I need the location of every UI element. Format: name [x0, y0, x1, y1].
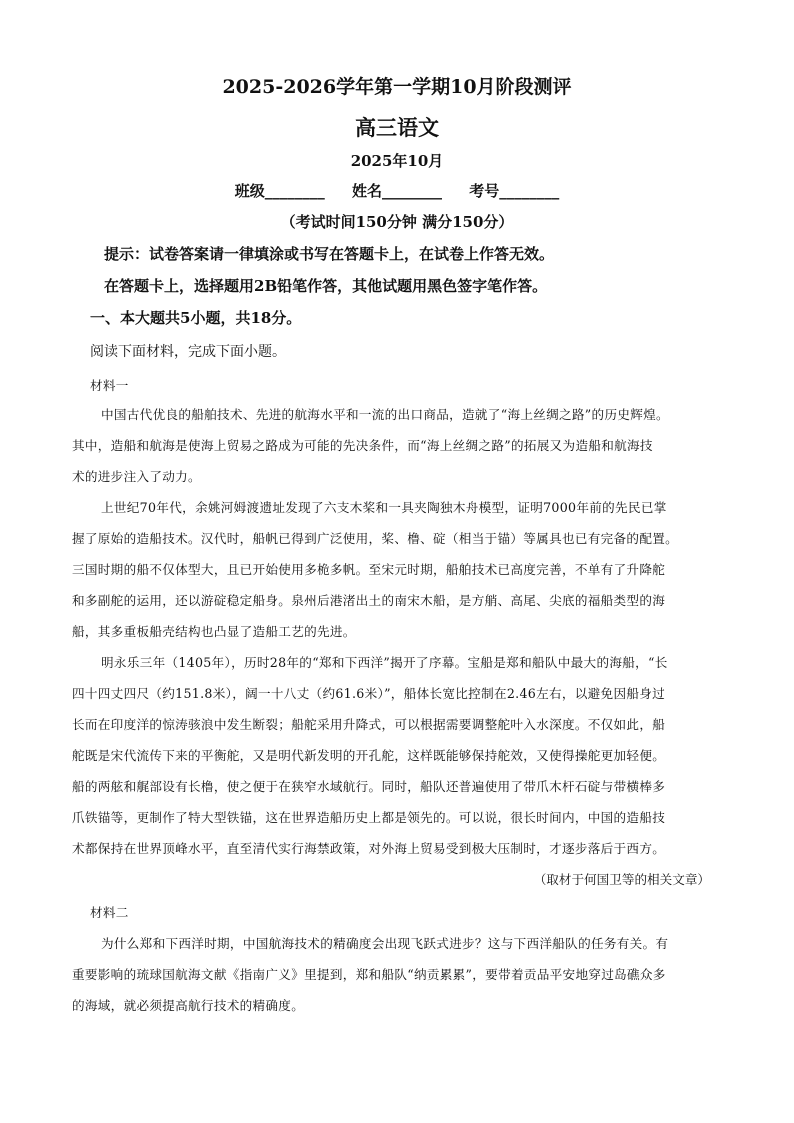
material-1-line: 和多副舵的运用，还以游碇稳定船身。泉州后港渚出土的南宋木船，是方艄、高尾、尖底的福船类型的海 [72, 593, 666, 608]
section-heading: 一、本大题共5小题，共18分。 [90, 309, 302, 327]
material-2-label: 材料二 [90, 905, 129, 920]
subject-title: 高三语文 [355, 115, 439, 140]
material-1-line: 术都保持在世界顶峰水平，直至清代实行海禁政策，对外海上贸易受到极大压制时，才逐步落后于西方。 [72, 841, 666, 856]
name-field: 姓名________ [351, 182, 442, 200]
material-1-line: 三国时期的船不仅体型大，且已开始使用多桅多帆。至宋元时期，船舶技术已高度完善，不单有了升降舵 [72, 562, 666, 577]
class-field: 班级________ [234, 182, 325, 200]
material-1-line: 中国古代优良的船舶技术、先进的航海水平和一流的出口商品，造就了“海上丝绸之路”的历史辉煌。 [101, 407, 669, 422]
material-1-line: 术的进步注入了动力。 [72, 469, 201, 484]
material-1-line: 四十四丈四尺（约151.8米），阔一十八丈（约61.6米）”，船体长宽比控制在2.46左右，以避免因船身过 [72, 686, 666, 701]
material-1-line: 爪铁锚等，更制作了特大型铁锚，这在世界造船历史上都是领先的。可以说，很长时间内，中国的造船技 [72, 810, 666, 825]
exam-title: 2025-2026学年第一学期10月阶段测评 [222, 76, 572, 98]
material-2-line: 的海域，就必须提高航行技术的精确度。 [72, 998, 305, 1013]
number-field: 考号________ [469, 182, 560, 200]
material-2-line: 重要影响的琉球国航海文献《指南广义》里提到，郑和船队“纳贡累累”，要带着贡品平安地穿过岛礁众多 [72, 967, 666, 982]
material-1-line: 其中，造船和航海是使海上贸易之路成为可能的先决条件，而“海上丝绸之路”的拓展又为造船和航海技 [72, 438, 653, 453]
material-1-source: （取材于何国卫等的相关文章） [533, 872, 710, 887]
material-1-line: 长而在印度洋的惊涛骇浪中发生断裂；船舵采用升降式，可以根据需要调整舵叶入水深度。不仅如此，船 [72, 717, 666, 732]
material-1-line: 舵既是宋代流传下来的平衡舵，又是明代新发明的开孔舵，这样既能够保持舵效，又使得操舵更加轻便。 [72, 748, 666, 763]
material-1-line: 握了原始的造船技术。汉代时，船帆已得到广泛使用，桨、橹、碇（相当于锚）等属具也已有完备的配置。 [72, 531, 679, 546]
notice-line-1: 提示：试卷答案请一律填涂或书写在答题卡上，在试卷上作答无效。 [104, 245, 555, 263]
notice-line-2: 在答题卡上，选择题用2B铅笔作答，其他试题用黑色签字笔作答。 [104, 277, 548, 295]
exam-date: 2025年10月 [350, 152, 444, 170]
material-1-line: 明永乐三年（1405年），历时28年的“郑和下西洋”揭开了序幕。宝船是郑和船队中最大的海船，“长 [101, 655, 668, 670]
material-1-line: 上世纪70年代，余姚河姆渡遗址发现了六支木桨和一具夹陶独木舟模型，证明7000年前的先民已掌 [101, 500, 667, 515]
material-1-label: 材料一 [90, 378, 129, 393]
material-1-line: 船，其多重板船壳结构也凸显了造船工艺的先进。 [72, 624, 356, 639]
student-info-row [0, 180, 794, 201]
material-2-line: 为什么郑和下西洋时期，中国航海技术的精确度会出现飞跃式进步？这与下西洋船队的任务有关。有 [101, 936, 669, 951]
material-1-line: 船的两舷和艉部设有长橹，使之便于在狭窄水域航行。同时，船队还普遍使用了带爪木杆石碇与带横棒多 [72, 779, 666, 794]
time-limit: （考试时间150分钟 满分150分） [280, 213, 514, 231]
section-instruction: 阅读下面材料，完成下面小题。 [90, 344, 286, 360]
